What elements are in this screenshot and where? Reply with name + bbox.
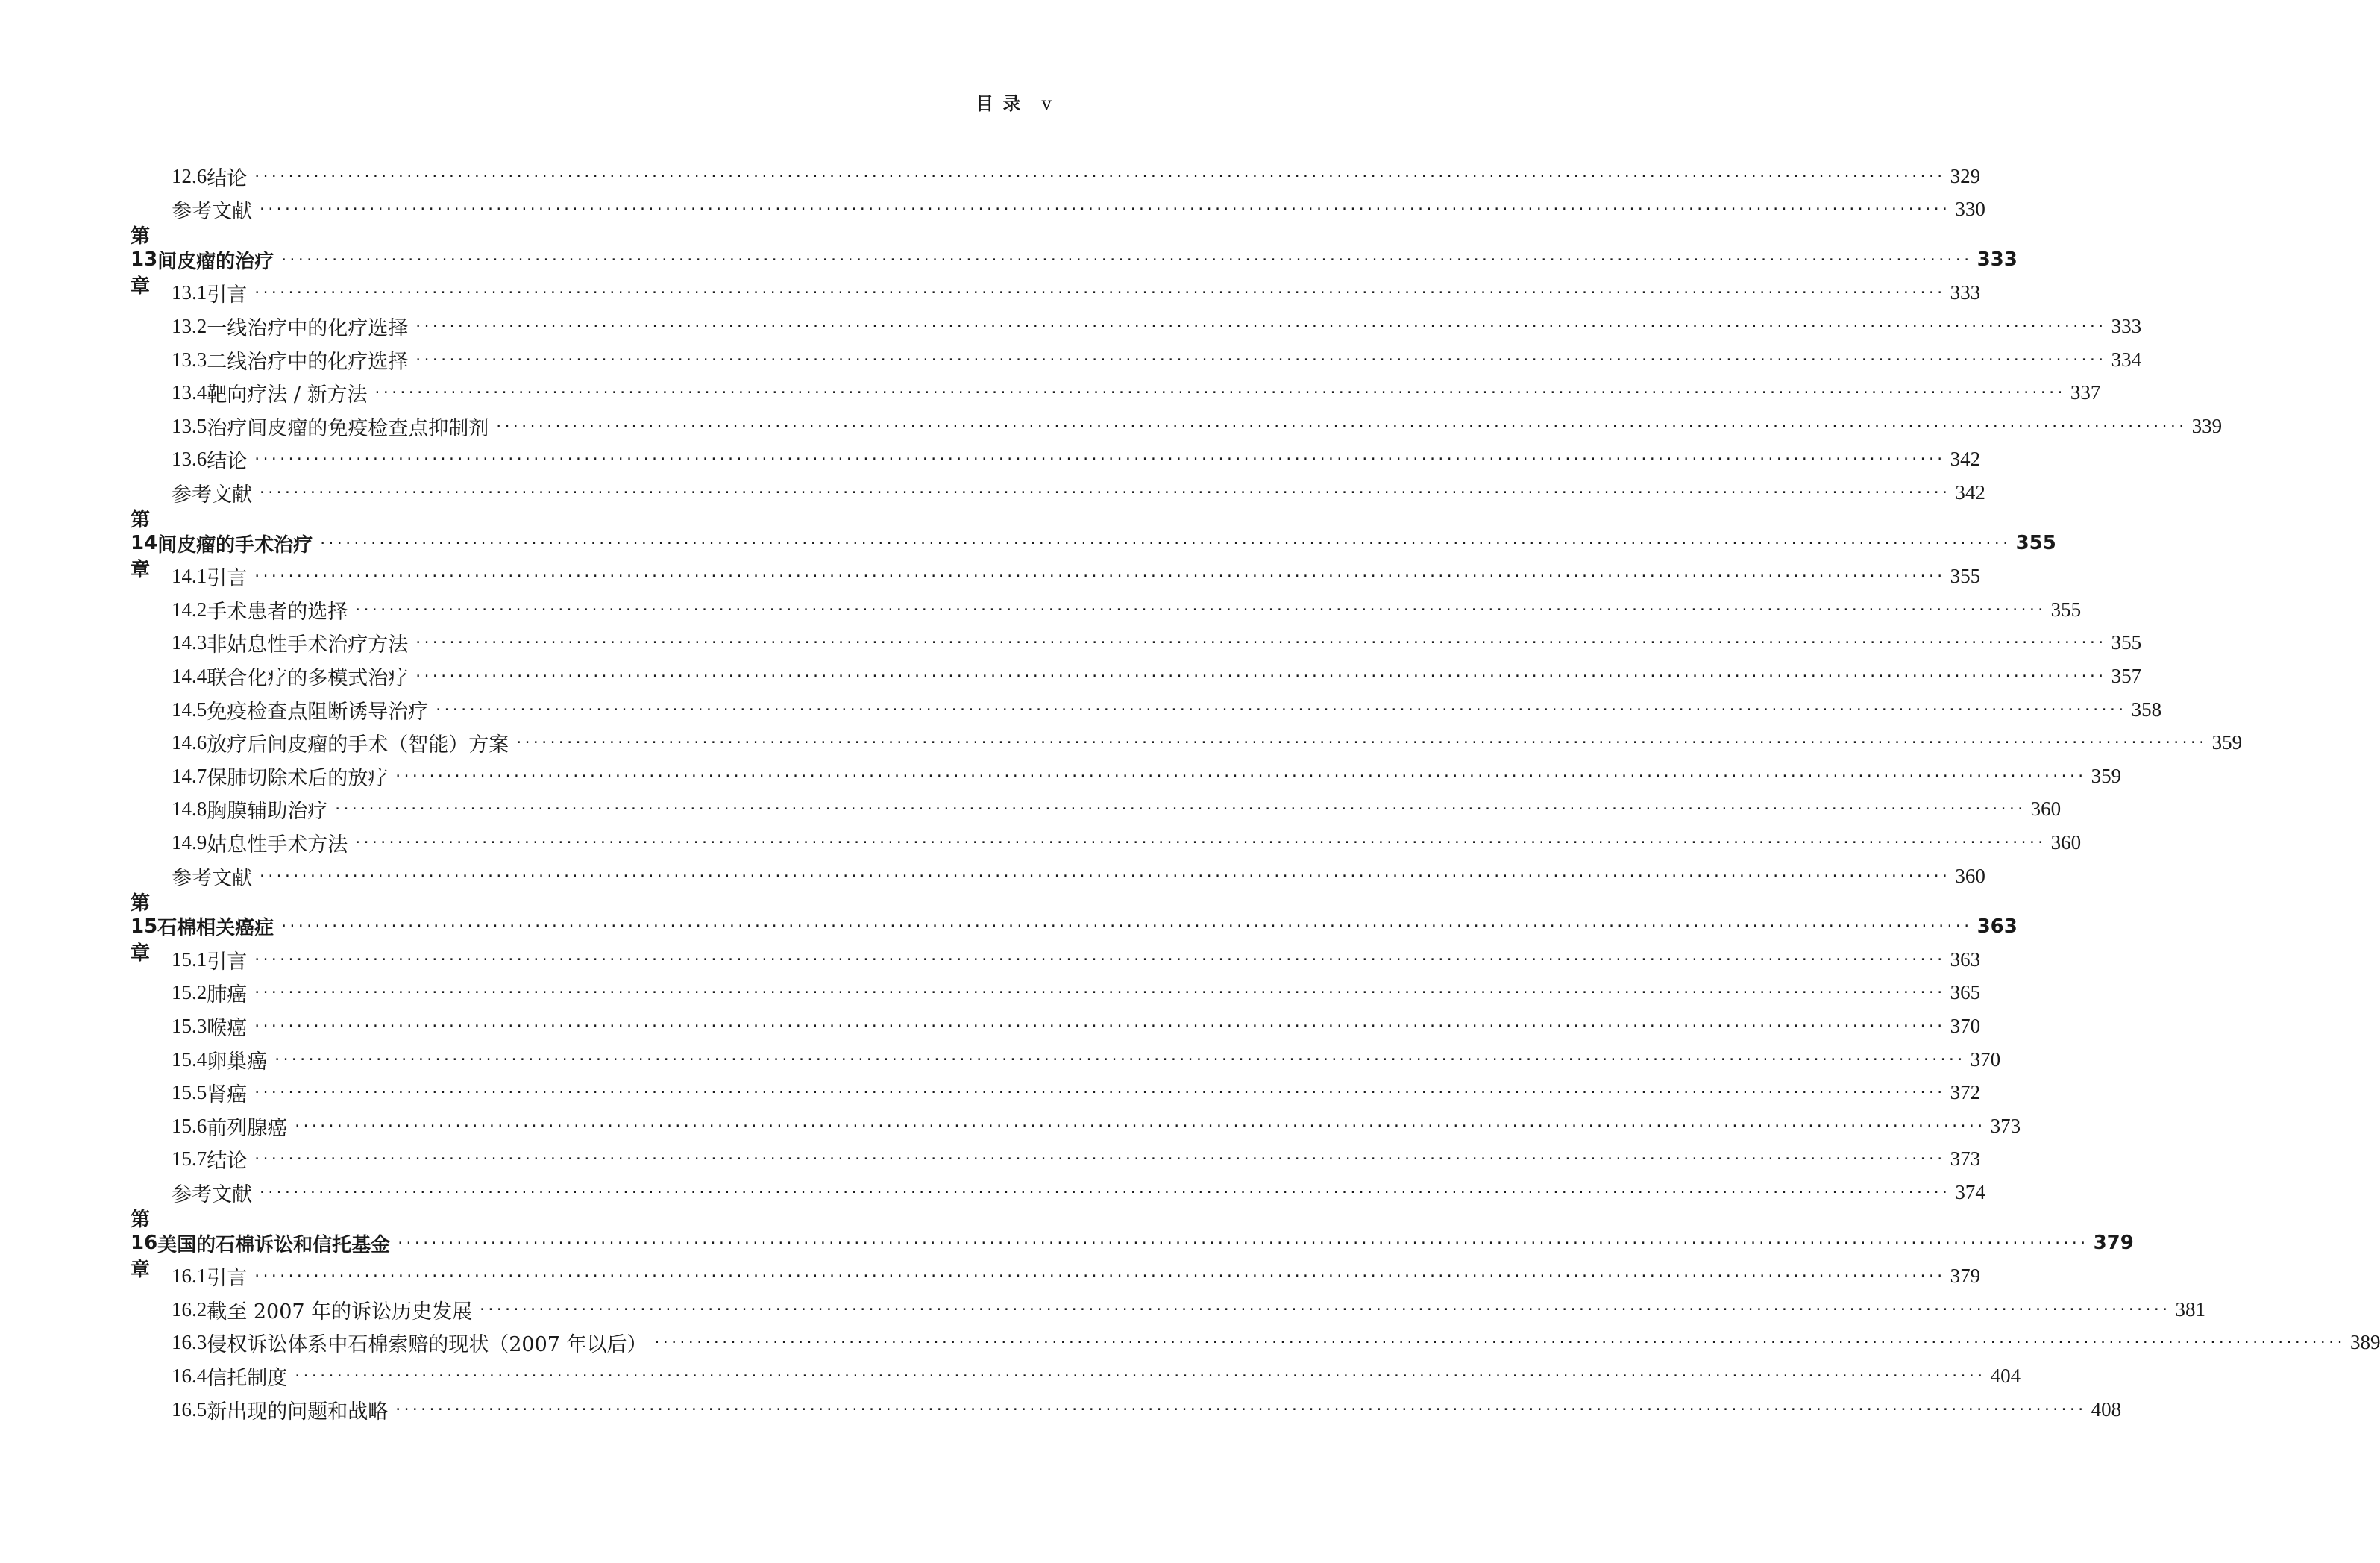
section-number: 12.6 (172, 164, 207, 187)
section-title: 二线治疗中的化疗选择 (207, 350, 409, 374)
chapter-title: 石棉相关癌症 (157, 917, 274, 940)
dot-leader: ········································································································································································································ (258, 484, 1950, 501)
toc-section-entry[interactable] (172, 793, 2062, 826)
dot-leader: ········································································································································································································ (394, 768, 2085, 784)
section-title: 保肺切除术后的放疗 (207, 766, 389, 790)
section-number: 15.4 (172, 1047, 207, 1071)
dot-leader: ········································································································································································································ (253, 568, 1944, 585)
toc-section-entry[interactable] (172, 410, 2223, 442)
section-number: 16.1 (172, 1265, 207, 1288)
section-number: 13.2 (172, 314, 207, 337)
dot-leader: ········································································································································································································ (293, 1368, 1985, 1384)
dot-leader: ········································································································································································································ (253, 168, 1944, 184)
dot-leader: ········································································································································································································ (396, 1235, 2088, 1251)
toc-section-entry[interactable] (172, 1359, 2021, 1392)
dot-leader: ········································································································································································································ (253, 1018, 1944, 1034)
toc-section-entry[interactable] (172, 1293, 2206, 1326)
section-title: 肾癌 (207, 1083, 248, 1107)
dot-leader: ········································································································································································································ (414, 351, 2106, 368)
section-number: 16.2 (172, 1297, 207, 1321)
dot-leader: ········································································································································································································ (253, 1085, 1944, 1101)
section-number: 13.4 (172, 381, 207, 404)
page-number: 370 (1970, 1047, 2001, 1071)
section-title: 胸膜辅助治疗 (207, 800, 328, 824)
section-title: 肺癌 (207, 983, 248, 1007)
chapter-label: 第 13 章 (131, 225, 158, 298)
page-number: 379 (2093, 1232, 2134, 1254)
header-title: 目 录 (976, 93, 1023, 114)
toc-references-entry[interactable] (172, 1176, 1985, 1209)
page-number: 372 (1950, 1081, 1981, 1104)
section-number: 14.9 (172, 830, 207, 853)
page-number: 339 (2191, 414, 2223, 437)
toc-section-entry[interactable] (172, 1143, 1981, 1176)
dot-leader: ········································································································································································································ (258, 868, 1950, 884)
section-title: 非姑息性手术治疗方法 (207, 633, 409, 657)
toc-section-entry[interactable] (172, 759, 2122, 792)
toc-section-entry[interactable] (172, 1009, 1981, 1042)
page-number: 359 (2091, 764, 2122, 787)
dot-leader: ········································································································································································································ (280, 918, 1971, 935)
page-number: 333 (1950, 281, 1981, 304)
section-title: 引言 (207, 950, 248, 974)
dot-leader: ········································································································································································································ (253, 985, 1944, 1001)
toc-section-entry[interactable] (172, 693, 2162, 726)
references-title: 参考文献 (172, 483, 252, 507)
section-title: 侵权诉讼体系中石棉索赔的现状（2007 年以后） (207, 1333, 647, 1357)
section-number: 14.4 (172, 664, 207, 687)
page-number: 370 (1950, 1014, 1981, 1037)
section-number: 16.4 (172, 1364, 207, 1387)
section-title: 联合化疗的多模式治疗 (207, 666, 409, 690)
chapter-title: 间皮瘤的治疗 (157, 250, 274, 273)
section-number: 15.3 (172, 1014, 207, 1037)
section-number: 15.6 (172, 1114, 207, 1137)
toc-section-entry[interactable] (172, 943, 1981, 976)
dot-leader: ········································································································································································································ (373, 385, 2065, 401)
toc-section-entry[interactable] (172, 593, 2082, 626)
page-number: 355 (1950, 565, 1981, 588)
toc-section-entry[interactable] (172, 343, 2142, 376)
page-number: 358 (2131, 698, 2162, 721)
section-number: 14.5 (172, 698, 207, 721)
section-title: 信托制度 (207, 1366, 288, 1390)
page-number: 360 (2030, 798, 2062, 821)
section-title: 引言 (207, 1267, 248, 1291)
section-title: 治疗间皮瘤的免疫检查点抑制剂 (207, 416, 489, 440)
dot-leader: ········································································································································································································ (354, 601, 2045, 618)
section-title: 卵巢癌 (207, 1050, 268, 1074)
page-number: 360 (2050, 830, 2082, 853)
toc-section-entry[interactable] (172, 1326, 2380, 1359)
page-number: 363 (1950, 947, 1981, 971)
section-number: 15.2 (172, 981, 207, 1004)
toc-section-entry[interactable] (172, 443, 1981, 476)
page-number: 404 (1990, 1364, 2021, 1387)
chapter-label: 第 16 章 (131, 1209, 158, 1281)
toc-section-entry[interactable] (172, 160, 1981, 192)
page-number: 373 (1990, 1114, 2021, 1137)
section-number: 15.7 (172, 1147, 207, 1171)
page-number: 330 (1955, 198, 1985, 221)
toc-references-entry[interactable] (172, 193, 1985, 226)
section-number: 14.6 (172, 731, 207, 754)
references-title: 参考文献 (172, 1183, 252, 1206)
page-number: 334 (2111, 348, 2142, 371)
toc-section-entry[interactable] (172, 310, 2142, 342)
references-title: 参考文献 (172, 200, 252, 224)
page-number: 357 (2111, 664, 2142, 687)
toc-section-entry[interactable] (172, 1393, 2122, 1426)
section-number: 14.7 (172, 764, 207, 787)
page-number: 363 (1976, 915, 2018, 938)
section-title: 结论 (207, 450, 248, 474)
page-number: 408 (2091, 1397, 2122, 1421)
page-number: 360 (1955, 864, 1985, 887)
section-number: 16.5 (172, 1397, 207, 1421)
dot-leader: ········································································································································································································ (253, 1151, 1944, 1168)
toc-section-entry[interactable] (172, 1077, 1981, 1109)
page-number: 355 (2111, 631, 2142, 654)
section-title: 结论 (207, 1150, 248, 1174)
section-title: 放疗后间皮瘤的手术（智能）方案 (207, 733, 509, 757)
page-number: 342 (1955, 480, 1985, 504)
section-title: 免疫检查点阻断诱导治疗 (207, 700, 429, 724)
section-number: 13.1 (172, 281, 207, 304)
section-title: 截至 2007 年的诉讼历史发展 (207, 1300, 473, 1324)
section-title: 靶向疗法 / 新方法 (207, 383, 368, 407)
dot-leader: ········································································································································································································ (258, 201, 1950, 218)
toc-section-entry[interactable] (172, 1109, 2021, 1142)
section-number: 14.1 (172, 565, 207, 588)
section-number: 13.5 (172, 414, 207, 437)
section-number: 15.1 (172, 947, 207, 971)
page-number: 342 (1950, 448, 1981, 471)
toc-section-entry[interactable] (172, 660, 2142, 692)
section-number: 14.8 (172, 798, 207, 821)
page-number: 389 (2349, 1331, 2380, 1354)
dot-leader: ········································································································································································································ (515, 735, 2206, 751)
toc-section-entry[interactable] (172, 727, 2243, 759)
section-number: 14.2 (172, 598, 207, 621)
section-number: 15.5 (172, 1081, 207, 1104)
page-number: 337 (2070, 381, 2101, 404)
chapter-label: 第 14 章 (131, 509, 158, 581)
section-number: 16.3 (172, 1331, 207, 1354)
toc-section-entry[interactable] (172, 1260, 1981, 1293)
page-number: 373 (1950, 1147, 1981, 1171)
page-number: 333 (2111, 314, 2142, 337)
section-title: 姑息性手术方法 (207, 833, 348, 856)
page-number: 355 (2015, 532, 2056, 554)
dot-leader: ········································································································································································································ (478, 1301, 2170, 1318)
dot-leader: ········································································································································································································ (354, 834, 2045, 851)
page-number: 379 (1950, 1265, 1981, 1288)
section-title: 前列腺癌 (207, 1116, 288, 1140)
toc-section-entry[interactable] (172, 377, 2101, 410)
toc-references-entry[interactable] (172, 859, 1985, 892)
toc-section-entry[interactable] (172, 826, 2082, 859)
page-number: 329 (1950, 164, 1981, 187)
page-number: 355 (2050, 598, 2082, 621)
page-number: 359 (2211, 731, 2243, 754)
section-title: 一线治疗中的化疗选择 (207, 316, 409, 340)
section-title: 喉癌 (207, 1016, 248, 1040)
section-title: 引言 (207, 284, 248, 307)
dot-leader: ········································································································································································································ (280, 251, 1971, 268)
dot-leader: ········································································································································································································ (414, 318, 2106, 334)
dot-leader: ········································································································································································································ (394, 1401, 2085, 1418)
dot-leader: ········································································································································································································ (333, 801, 2025, 818)
dot-leader: ········································································································································································································ (253, 951, 1944, 968)
dot-leader: ········································································································································································································ (253, 451, 1944, 468)
section-number: 14.3 (172, 631, 207, 654)
toc-section-entry[interactable] (172, 277, 1981, 310)
section-title: 新出现的问题和战略 (207, 1400, 389, 1423)
toc-references-entry[interactable] (172, 476, 1985, 509)
section-title: 引言 (207, 567, 248, 591)
dot-leader: ········································································································································································································ (273, 1051, 1965, 1068)
chapter-title: 美国的石棉诉讼和信托基金 (157, 1233, 391, 1256)
references-title: 参考文献 (172, 866, 252, 890)
chapter-title: 间皮瘤的手术治疗 (157, 533, 313, 557)
page-number: 333 (1976, 248, 2018, 272)
dot-leader: ········································································································································································································ (253, 285, 1944, 301)
section-title: 结论 (207, 166, 248, 190)
dot-leader: ········································································································································································································ (258, 1184, 1950, 1200)
toc-section-entry[interactable] (172, 627, 2142, 660)
chapter-label: 第 15 章 (131, 892, 158, 965)
page-number: 365 (1950, 981, 1981, 1004)
dot-leader: ········································································································································································································ (293, 1118, 1985, 1134)
header-page-number: v (1041, 93, 1053, 114)
dot-leader: ········································································································································································································ (414, 635, 2106, 651)
section-number: 13.6 (172, 448, 207, 471)
dot-leader: ········································································································································································································ (653, 1335, 2344, 1351)
page-number: 374 (1955, 1180, 1985, 1203)
toc-section-entry[interactable] (172, 560, 1981, 593)
dot-leader: ········································································································································································································ (434, 701, 2126, 718)
dot-leader: ········································································································································································································ (414, 668, 2106, 684)
running-header (976, 89, 1053, 115)
page-number: 381 (2175, 1297, 2206, 1321)
section-title: 手术患者的选择 (207, 600, 348, 624)
dot-leader: ········································································································································································································ (494, 418, 2186, 434)
toc-section-entry[interactable] (172, 1043, 2001, 1076)
dot-leader: ········································································································································································································ (253, 1268, 1944, 1285)
toc-section-entry[interactable] (172, 977, 1981, 1009)
section-number: 13.3 (172, 348, 207, 371)
dot-leader: ········································································································································································································ (318, 535, 2010, 551)
